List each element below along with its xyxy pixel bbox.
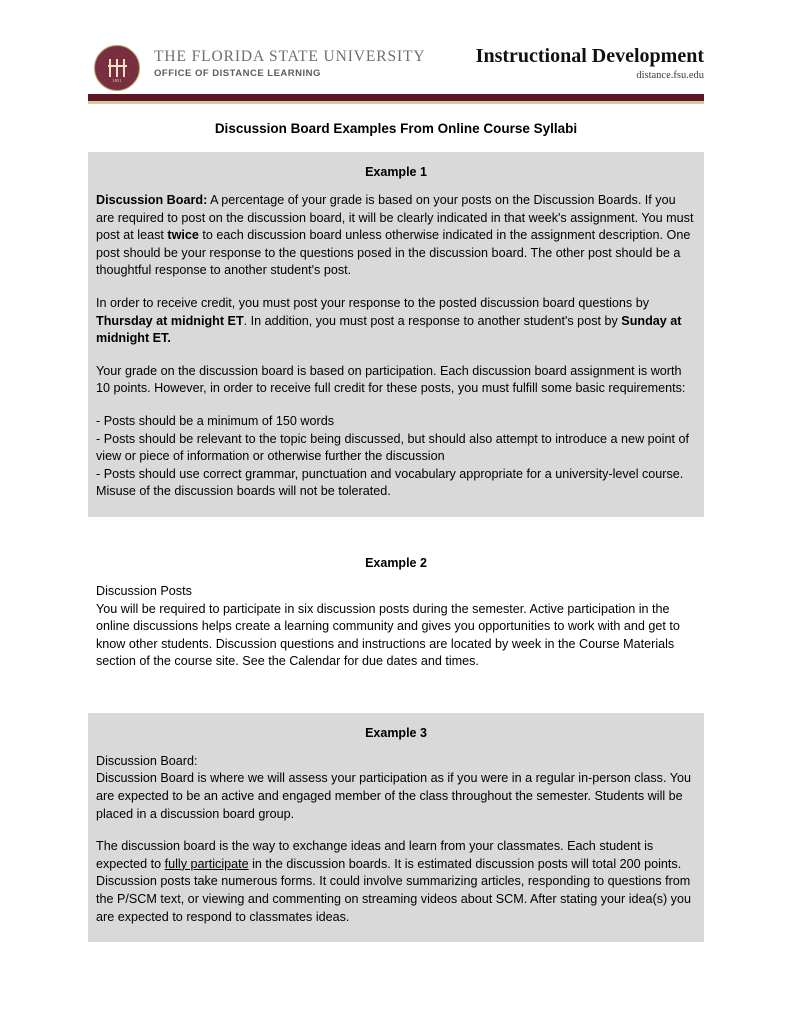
text-run: . In addition, you must post a response to another student's post by xyxy=(243,313,622,328)
text-run: You will be required to participate in six discussion posts during the semester. Active participation in the online discussions helps create a learning community and gives you opportunities to work with and get to know other students. Discussion questions and instructions are located by week in the Course Materials section of the course site. See the Calendar for due dates and times. xyxy=(96,601,680,669)
paragraph xyxy=(96,753,696,823)
text-run: Discussion Board is where we will assess your participation as if you were in a regular in-person class. You are expected to be an active and engaged member of the class throughout the semester. Students will be placed in a discussion board group. xyxy=(96,771,691,821)
example-section xyxy=(88,713,704,942)
paragraph xyxy=(96,838,696,926)
example-section xyxy=(88,152,704,517)
example-body xyxy=(88,753,704,942)
example-body xyxy=(88,192,704,517)
university-name: THE FLORIDA STATE UNIVERSITY xyxy=(154,48,426,65)
paragraph xyxy=(96,583,696,671)
text-run: Discussion Posts xyxy=(96,583,192,598)
page-title: Discussion Board Examples From Online Course Syllabi xyxy=(214,121,578,136)
seal-year-label: 1851 xyxy=(112,77,122,83)
text-run: Your grade on the discussion board is based on participation. Each discussion board assignment is worth 10 points. However, in order to receive full credit for these posts, you must fulfill some basic requirements: xyxy=(96,363,686,396)
text-run: Discussion Board: xyxy=(96,753,198,768)
example-heading: Example 1 xyxy=(365,165,427,179)
bold-text: Sunday at midnight ET. xyxy=(96,313,682,346)
program-branding xyxy=(476,44,704,83)
university-wordmark xyxy=(154,48,426,80)
text-run: - Posts should use correct grammar, punctuation and vocabulary appropriate for a university-level course. Misuse of the discussion boards will not be tolerated. xyxy=(96,466,684,499)
text-run: to each discussion board unless otherwise indicated in the assignment description. One post should be your response to the questions posed in the discussion board. The other post should be a thoughtful response to another student's post. xyxy=(96,228,691,278)
example-heading: Example 3 xyxy=(365,725,427,740)
example-section xyxy=(88,543,704,687)
example-body xyxy=(88,583,704,687)
letterhead-header xyxy=(88,44,704,106)
paragraph xyxy=(96,413,696,501)
bold-text: Discussion Board: xyxy=(96,193,208,207)
text-run: In order to receive credit, you must post your response to the posted discussion board questions by xyxy=(96,295,650,310)
section-gap xyxy=(88,687,704,713)
maroon-rule-divider xyxy=(88,94,704,101)
text-run: The discussion board is the way to exchange ideas and learn from your classmates. Each student is expected to xyxy=(96,839,654,871)
paragraph xyxy=(96,192,696,280)
paragraph xyxy=(96,295,696,348)
text-run: in the discussion boards. It is estimated discussion posts will total 200 points. Discussion posts take numerous forms. It could involve summarizing articles, responding to questions from the P/SCM text, or viewing and commenting on streaming videos about SCM. After stating your idea(s) you are expected to respond to classmates ideas. xyxy=(96,856,691,924)
fsu-seal-icon xyxy=(94,45,140,91)
paragraph xyxy=(96,363,696,398)
underlined-text: fully participate xyxy=(164,856,249,871)
office-name: OFFICE OF DISTANCE LEARNING xyxy=(154,68,321,79)
section-gap xyxy=(88,517,704,543)
example-heading: Example 2 xyxy=(365,555,427,570)
text-run: A percentage of your grade is based on your posts on the Discussion Boards. If you are required to post on the discussion board, it will be clearly indicated in that week's assignment. You must post at least xyxy=(96,193,694,243)
bold-text: Thursday at midnight ET xyxy=(96,313,244,328)
examples-container xyxy=(88,152,704,942)
gold-rule-divider xyxy=(88,101,704,104)
program-title: Instructional Development xyxy=(475,45,704,67)
bold-text: twice xyxy=(167,228,199,243)
text-run: - Posts should be a minimum of 150 words xyxy=(96,413,334,428)
text-run: - Posts should be relevant to the topic being discussed, but should also attempt to introduce a new point of view or piece of information or otherwise further the discussion xyxy=(96,431,689,464)
program-url: distance.fsu.edu xyxy=(636,70,704,81)
